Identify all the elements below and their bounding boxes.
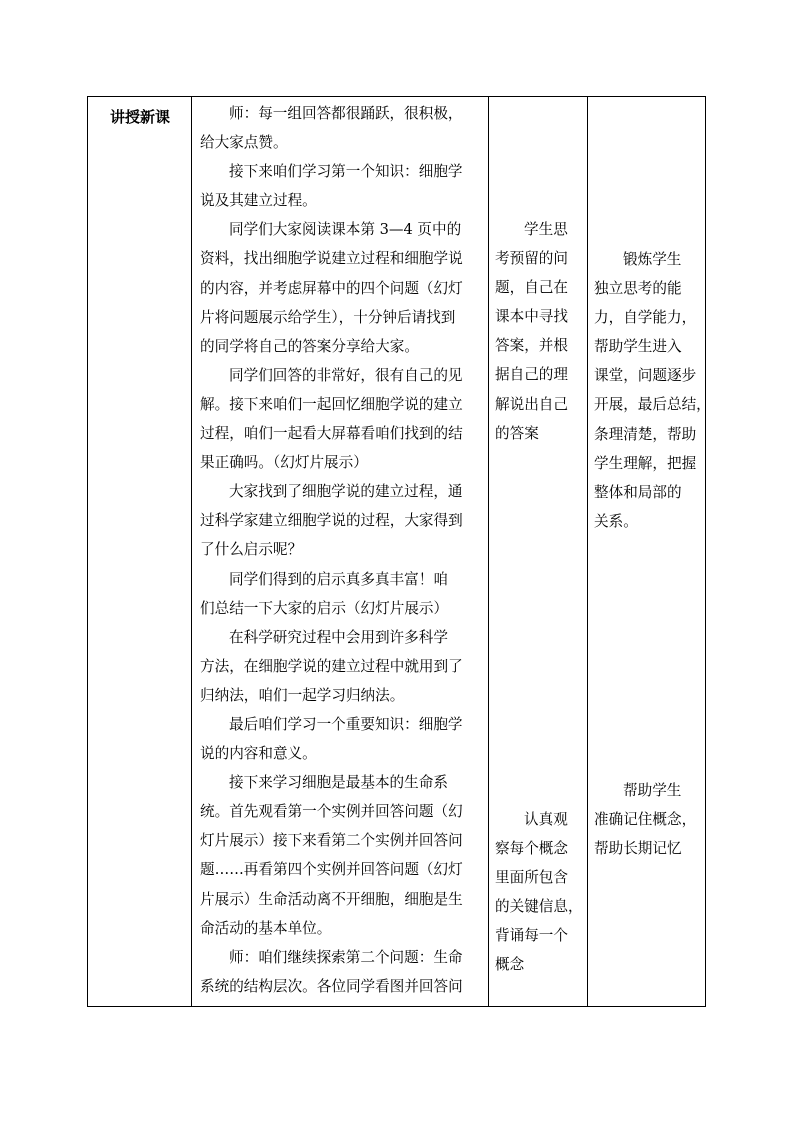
- text-line: 的关键信息，: [495, 898, 583, 916]
- teacher-activity-cell: [192, 97, 489, 1006]
- text-line: 解。接下来咱们一起回忆细胞学说的建立: [200, 395, 463, 413]
- text-line: 帮助学生: [623, 782, 682, 799]
- text-line: 考预留的问: [495, 250, 568, 268]
- text-line: 的内容，并考虑屏幕中的四个问题（幻灯: [200, 279, 463, 297]
- text-line: 说及其建立过程。: [200, 192, 317, 210]
- text-line: 大家找到了细胞学说的建立过程，通: [229, 483, 463, 501]
- text-line: 解说出自己: [495, 395, 568, 413]
- text-line: 说的内容和意义。: [200, 745, 317, 763]
- student-activity-cell: [489, 97, 588, 1006]
- text-line: 学生思: [524, 221, 568, 238]
- text-line: 题……再看第四个实例并回答问题（幻灯: [200, 861, 463, 879]
- text-line: 独立思考的能: [594, 280, 682, 298]
- text-line: 灯片展示）接下来看第二个实例并回答问: [200, 832, 463, 850]
- section-label-cell: [88, 97, 192, 1006]
- text-line: 察每个概念: [495, 840, 568, 858]
- teacher-paragraph: [200, 99, 463, 1001]
- text-line: 师：咱们继续探索第二个问题：生命: [229, 948, 463, 966]
- intent-paragraph-2: [594, 776, 696, 863]
- text-line: 过科学家建立细胞学说的过程，大家得到: [200, 512, 463, 530]
- text-line: 师：每一组回答都很踊跃，很积极，: [229, 105, 463, 122]
- student-paragraph-2: [495, 805, 583, 980]
- text-line: 课本中寻找: [495, 308, 568, 326]
- text-line: 接下来咱们学习第一个知识：细胞学: [229, 163, 463, 181]
- text-line: 同学们回答的非常好，很有自己的见: [229, 366, 463, 384]
- text-line: 题，自己在: [495, 279, 568, 297]
- text-line: 概念: [495, 956, 525, 974]
- text-line: 学生理解，把握: [594, 454, 697, 472]
- text-line: 背诵每一个: [495, 927, 568, 945]
- text-line: 答案，并根: [495, 337, 568, 355]
- text-line: 们总结一下大家的启示（幻灯片展示）: [200, 599, 449, 617]
- text-line: 帮助学生进入: [594, 338, 682, 356]
- text-line: 据自己的理: [495, 366, 568, 384]
- text-line: 条理清楚，帮助: [594, 425, 697, 443]
- text-line: 命活动的基本单位。: [200, 919, 332, 937]
- student-paragraph-1: [495, 215, 568, 448]
- text-line: 给大家点赞。: [200, 134, 288, 152]
- text-line: 里面所包含: [495, 869, 568, 887]
- text-line: 接下来学习细胞是最基本的生命系: [229, 774, 448, 792]
- intent-paragraph-1: [594, 245, 711, 536]
- design-intent-cell: [588, 97, 711, 1006]
- text-line: 过程，咱们一起看大屏幕看咱们找到的结: [200, 425, 463, 443]
- text-line: 同学们大家阅读课本第 3—4 页中的: [229, 221, 462, 239]
- text-line: 片将问题展示给学生），十分钟后请找到: [200, 308, 456, 326]
- text-line: 的答案: [495, 424, 539, 442]
- text-line: 准确记住概念，: [594, 811, 697, 829]
- text-line: 统。首先观看第一个实例并回答问题（幻: [200, 803, 463, 821]
- text-line: 在科学研究过程中会用到许多科学: [229, 628, 448, 646]
- text-line: 系统的结构层次。各位同学看图并回答问: [200, 977, 463, 995]
- text-line: 开展，最后总结，: [594, 396, 711, 414]
- text-line: 资料，找出细胞学说建立过程和细胞学说: [200, 250, 463, 268]
- text-line: 帮助长期记忆: [594, 840, 682, 858]
- text-line: 的同学将自己的答案分享给大家。: [200, 337, 419, 355]
- text-line: 方法，在细胞学说的建立过程中就用到了: [200, 657, 463, 675]
- text-line: 果正确吗。（幻灯片展示）: [200, 454, 368, 472]
- text-line: 同学们得到的启示真多真丰富！咱: [229, 570, 448, 588]
- text-line: 了什么启示呢？: [200, 541, 303, 559]
- text-line: 片展示）生命活动离不开细胞，细胞是生: [200, 890, 463, 908]
- text-line: 锻炼学生: [623, 251, 682, 268]
- section-label: 讲授新课: [109, 108, 170, 126]
- lesson-plan-table: [87, 96, 711, 1007]
- text-line: 关系。: [594, 512, 638, 530]
- text-line: 课堂，问题逐步: [594, 367, 697, 385]
- text-line: 力，自学能力，: [594, 309, 697, 327]
- text-line: 整体和局部的: [594, 483, 682, 501]
- text-line: 认真观: [524, 811, 568, 828]
- text-line: 归纳法，咱们一起学习归纳法。: [200, 686, 405, 704]
- text-line: 最后咱们学习一个重要知识：细胞学: [229, 715, 463, 733]
